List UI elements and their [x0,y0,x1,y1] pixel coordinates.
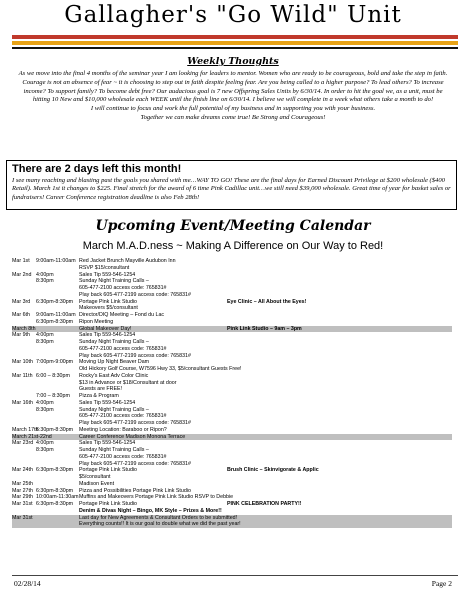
event-date: Mar 11th [12,372,33,379]
event-name: Red Jacket Brunch Mayville Audubon Inn [79,258,176,264]
event-row [12,501,452,508]
event-row [12,427,452,434]
event-time: 8:30pm [36,278,54,285]
event-row [12,353,452,360]
event-time: 6:30pm-8:30pm [36,298,74,305]
event-row [12,454,452,461]
event-time: 6:00 – 8:30pm [36,372,70,379]
header-rule-black [12,47,458,49]
event-row [12,326,452,333]
event-name: Sales Tip 559-546-1254 [79,271,136,278]
event-row [12,346,452,353]
event-row [12,312,452,319]
event-name: Everything counts!! It is our goal to double what we did the past year! [79,521,241,528]
event-row [12,339,452,346]
calendar-title: Upcoming Event/Meeting Calendar [95,218,371,234]
event-row [12,494,452,501]
event-date: Mar 27th [12,487,33,494]
weekly-line-2: I will continue to focus and work the full potential of my business and in supporting you with your business. [90,105,376,113]
event-date: Mar 9th [12,332,30,339]
event-name: Play back 605-477-2199 access code: 765831# [79,460,191,467]
event-extra: Pink Link Studio – 9am – 3pm [227,325,302,332]
event-extra: Eye Clinic – All About the Eyes! [227,298,307,305]
event-date: March 17th [12,426,39,433]
event-name: Portage Pink Link Studio [79,298,138,305]
event-row [12,386,452,393]
event-name: Rocky's East Adv Color Clinic [79,372,149,379]
event-name: Portage Pink Link Studio [79,467,138,474]
event-name: 605-477-2100 access code: 765831# [79,453,167,460]
event-time: 10:00am-11:30am [36,494,79,501]
event-time: 7:00pm-9:00pm [36,359,74,366]
event-row [12,393,452,400]
event-name: Ripon Meeting [79,318,114,325]
event-name: Sales Tip 559-546-1254 [79,440,136,447]
event-name: Guests are FREE! [79,386,122,393]
event-row [12,434,452,441]
event-name: Moving Up Night Beaver Dam [79,359,150,366]
event-name: Makeovers $5/consultant [79,305,138,312]
event-time: 4:00pm [36,271,54,278]
event-row [12,319,452,326]
event-time: 4:00pm [36,332,54,339]
weekly-paragraph: As we move into the final 4 months of the seminar year I am looking for leaders to mentor. Women who are ready to be courageous, bold and take the step in faith. Courage is not an absence of fear ~ it is choosing to step out in faith despite feeling fear. Are you being called to a higher purpose? To lead others? To increase income? To support family? To become debt free? Our audacious goal is 7 new Offspring Sales Units by 6/30/14. In order to hit the goal we, as a unit, must be hitting 10 New and $10,000 wholesale each WEEK until the finish line on 6/30/14. I believe we will complete in a week what others take a month to do! [18,70,448,104]
event-name: Sunday Night Training Calls – [79,406,149,413]
notice-box [6,160,457,210]
newsletter-title: Gallagher's "Go Wild" Unit [64,2,402,28]
event-name: Director/DIQ Meeting – Fond du Lac [79,312,165,318]
event-date: Mar 10th [12,359,33,366]
event-time: 6:30pm-8:30pm [36,501,74,507]
weekly-line-3: Together we can make dreams come true! Be Strong and Courageous! [140,113,326,121]
event-name: Denim & Divas Night – Bingo, MK Style – Prizes & More!! [79,507,222,514]
event-name: Play back 605-477-2199 access code: 765831# [79,420,191,426]
event-row [12,278,452,285]
event-time: 8:30pm [36,339,54,345]
event-list [12,258,452,528]
event-row [12,366,452,373]
event-row [12,285,452,292]
event-name: Sales Tip 559-546-1254 [79,332,136,339]
event-date: Mar 23rd [12,440,34,447]
event-row [12,467,452,474]
event-extra: Brush Clinic – Skinvigorate & Applic [227,467,319,474]
event-date: Mar 25th [12,480,33,487]
event-time: 4:00pm [36,399,54,406]
event-row [12,292,452,299]
event-row [12,305,452,312]
event-time: 8:30pm [36,406,54,413]
event-name: Sunday Night Training Calls – [79,447,149,453]
event-name: Madison Event [79,480,115,487]
event-row [12,272,452,279]
event-row [12,515,452,522]
footer-date: 02/28/14 [14,579,41,588]
event-name: Portage Pink Link Studio [79,501,138,507]
event-row [12,373,452,380]
event-date: Mar 6th [12,312,30,318]
event-row [12,359,452,366]
notice-body: I see many reaching and blasting past the goals you shared with me…WAY TO GO! These are the final days for Earned Discount Privilege at $200 wholesale ($400 Retail). March 1st it changes to $225. Final stretch for the award of 6 time Pink Cadillac unit…we still need $39,000 wholesale. Great time of year for basket sales or fundraisers! Career Conference registration deadline is also Feb 28th! [12,177,451,201]
notice-heading: There are 2 days left this month! [12,163,182,175]
header-rule-red [12,35,458,39]
event-time: 9:00am-11:00am [36,258,76,264]
event-date: Mar 31st [12,514,33,521]
event-time: 6:30pm-8:30pm [36,426,74,433]
event-name: Global Makeover Day! [79,325,132,332]
event-time: 6:30pm-8:30pm [36,487,74,494]
event-name: Play back 605-477-2199 access code: 765831# [79,352,191,359]
event-date: Mar 16th [12,399,33,406]
event-row [12,420,452,427]
event-name: Pizza & Program [79,393,119,399]
event-name: 605-477-2100 access code: 765831# [79,413,167,420]
footer-rule [12,575,458,576]
calendar-subtitle: March M.A.D.ness ~ Making A Difference on Our Way to Red! [82,240,384,252]
event-date: March 21st-22nd [12,433,52,440]
event-time: 8:30pm [36,447,54,453]
event-date: March 8th [12,325,36,332]
event-date: Mar 2nd [12,271,32,278]
event-row [12,258,452,265]
event-date: Mar 24th [12,467,33,474]
event-row [12,481,452,488]
event-name: Sunday Night Training Calls – [79,278,149,285]
event-name: Play back 605-477-2199 access code: 765831# [79,291,191,298]
page-number: Page 2 [431,579,452,588]
event-row [12,521,452,528]
event-name: Pizza and Possibilities Portage Pink Link Studio [79,487,191,494]
event-time: 7:00 – 8:30pm [36,393,70,399]
weekly-thoughts-heading: Weekly Thoughts [187,56,279,67]
header-rule-gold [12,41,458,45]
event-row [12,440,452,447]
event-row [12,400,452,407]
event-date: Mar 3rd [12,298,31,305]
event-row [12,407,452,414]
event-extra: PINK CELEBRATION PARTY!! [227,501,302,507]
event-row [12,474,452,481]
event-name: $13 in Advance or $18/Consultant at door [79,379,177,386]
event-date: Mar 1st [12,258,30,264]
event-date: Mar 31st [12,501,33,507]
event-name: Sales Tip 559-546-1254 [79,399,136,406]
event-row [12,299,452,306]
event-name: Old Hickory Golf Course, W7596 Hwy 33, $5/consultant Guests Free! [79,366,242,372]
event-time: 6:30pm-8:30pm [36,467,74,474]
event-name: Meeting Location: Baraboo or Ripon? [79,426,167,433]
weekly-thoughts-body [15,70,451,123]
event-row [12,380,452,387]
event-row [12,461,452,468]
event-name: RSVP $15/consultant [79,264,130,271]
event-name: Muffins and Makeovers Portage Pink Link Studio RSVP to Debbie [79,494,234,501]
event-row [12,447,452,454]
event-date: Mar 29th [12,494,33,501]
event-time: 9:00am-11:00am [36,312,76,318]
event-time: 4:00pm [36,440,54,447]
event-row [12,265,452,272]
event-name: 605-477-2100 access code: 765831# [79,285,167,291]
event-name: Last day for New Agreements & Consultant Orders to be submitted! [79,514,238,521]
event-row [12,508,452,515]
event-row [12,332,452,339]
event-name: Career Conference Madison Monona Terrace [79,433,186,440]
event-row [12,488,452,495]
event-row [12,413,452,420]
event-time: 6:30pm-8:30pm [36,318,74,325]
event-name: 605-477-2100 access code: 765831# [79,345,167,352]
event-name: $5/consultant [79,474,111,480]
event-name: Sunday Night Training Calls – [79,339,149,345]
